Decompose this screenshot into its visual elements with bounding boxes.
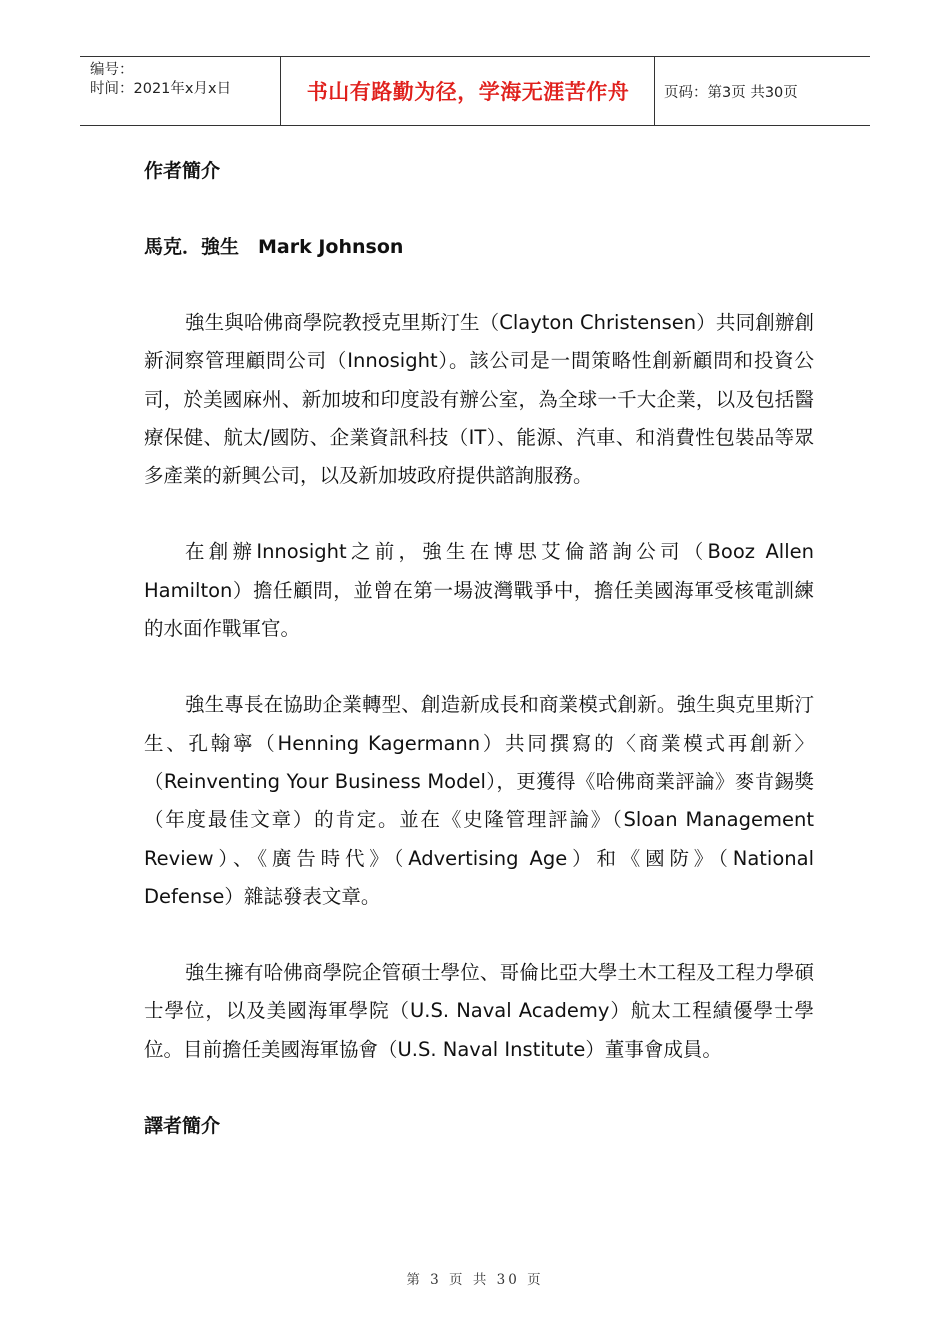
header-divider-right [654, 57, 655, 125]
header-meta [90, 61, 280, 99]
page-footer: 第 3 页 共 30 页 [406, 1272, 544, 1288]
body-paragraph-1: 強生與哈佛商學院教授克里斯汀生（Clayton Christensen）共同創辦創新洞察管理顧問公司（Innosight）。該公司是一間策略性創新顧問和投資公司，於美國麻州、新加坡和印度設有辦公室，為全球一千大企業，以及包括醫療保健、航太/國防、企業資訊科技（IT）、能源、汽車、和消費性包裝品等眾多產業的新興公司，以及新加坡政府提供諮詢服務。 [144, 311, 814, 488]
header-divider-left [280, 57, 281, 125]
header-page-info: 页码：第3页 共30页 [664, 84, 798, 101]
spacer [144, 648, 814, 686]
author-section-heading: 作者簡介 [144, 160, 221, 182]
spacer [144, 495, 814, 533]
body-paragraph-3: 強生專長在協助企業轉型、創造新成長和商業模式創新。強生與克里斯汀生、孔翰寧（Henning Kagermann）共同撰寫的〈商業模式再創新〉（Reinventing Your Business Model），更獲得《哈佛商業評論》麥肯錫獎（年度最佳文章）的肯定。並在《史隆管理評論》（Sloan Management Review）、《廣告時代》（Advertising Age）和《國防》（National Defense）雜誌發表文章。 [144, 693, 814, 908]
document-time-label: 时间：2021年x月x日 [90, 81, 232, 97]
spacer [144, 266, 814, 304]
spacer [144, 190, 814, 228]
page-header [80, 56, 870, 126]
body-paragraph-2: 在創辦Innosight之前，強生在博思艾倫諮詢公司（Booz Allen Hamilton）擔任顧問，並曾在第一場波灣戰爭中，擔任美國海軍受核電訓練的水面作戰軍官。 [144, 540, 814, 641]
body-paragraph-4: 強生擁有哈佛商學院企管碩士學位、哥倫比亞大學土木工程及工程力學碩士學位，以及美國海軍學院（U.S. Naval Academy）航太工程績優學士學位。目前擔任美國海軍協會（U.S. Naval Institute）董事會成員。 [144, 961, 814, 1061]
translator-section-heading: 譯者簡介 [144, 1115, 221, 1138]
spacer [144, 916, 814, 954]
spacer [144, 1069, 814, 1107]
header-motto: 书山有路勤为径，学海无涯苦作舟 [306, 79, 630, 104]
document-number-label: 编号： [90, 62, 134, 78]
document-body [144, 152, 814, 1145]
author-name: 馬克．強生 Mark Johnson [144, 236, 404, 258]
